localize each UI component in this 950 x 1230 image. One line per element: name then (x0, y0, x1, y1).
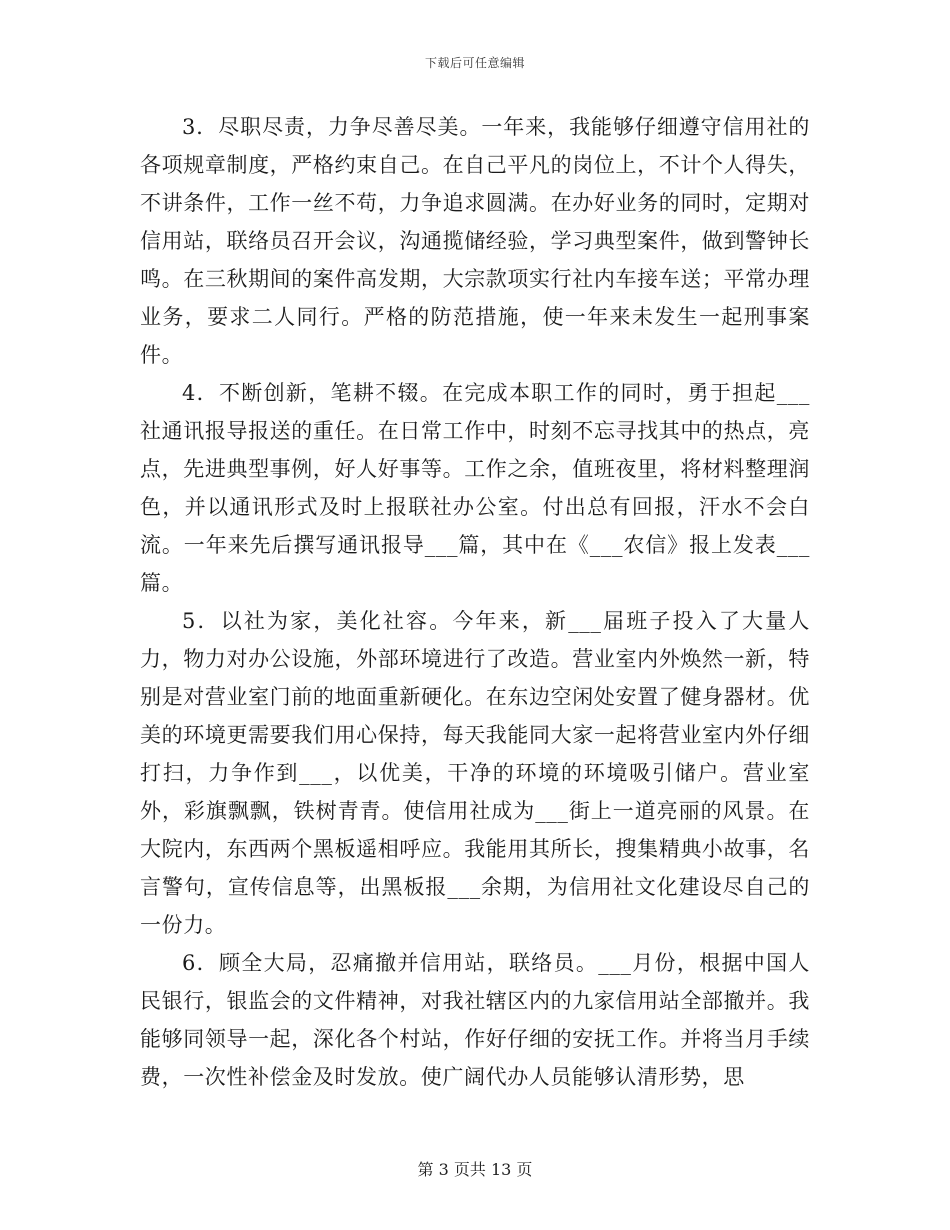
paragraph-4: 4．不断创新，笔耕不辍。在完成本职工作的同时，勇于担起___社通讯报导报送的重任。在日常工作中，时刻不忘寻找其中的热点，亮点，先进典型事例，好人好事等。工作之余，值班夜里，将材料整理润色，并以通讯形式及时上报联社办公室。付出总有回报，汗水不会白流。一年来先后撰写通讯报导___篇，其中在《___农信》报上发表___篇。 (140, 381, 810, 595)
header-note: 下载后可任意编辑 (424, 56, 525, 70)
page-indicator: 第 3 页共 13 页 (417, 1160, 533, 1179)
paragraph-6: 6．顾全大局，忍痛撤并信用站，联络员。___月份，根据中国人民银行，银监会的文件精神，对我社辖区内的九家信用站全部撤并。我能够同领导一起，深化各个村站，作好仔细的安抚工作。并将当月手续费，一次性补偿金及时发放。使广阔代办人员能够认清形势，思 (140, 951, 810, 1089)
paragraph-5: 5．以社为家，美化社容。今年来，新___届班子投入了大量人力，物力对办公设施，外部环境进行了改造。营业室内外焕然一新，特别是对营业室门前的地面重新硬化。在东边空闲处安置了健身器材。优美的环境更需要我们用心保持，每天我能同大家一起将营业室内外仔细打扫，力争作到___，以优美，干净的环境的环境吸引储户。营业室外，彩旗飘飘，铁树青青。使信用社成为___街上一道亮丽的风景。在大院内，东西两个黑板遥相呼应。我能用其所长，搜集精典小故事，名言警句，宣传信息等，出黑板报___余期，为信用社文化建设尽自己的一份力。 (140, 609, 810, 937)
document-body (140, 108, 810, 1096)
paragraph-3: 3．尽职尽责，力争尽善尽美。一年来，我能够仔细遵守信用社的各项规章制度，严格约束自己。在自己平凡的岗位上，不计个人得失，不讲条件，工作一丝不苟，力争追求圆满。在办好业务的同时，定期对信用站，联络员召开会议，沟通揽储经验，学习典型案件，做到警钟长鸣。在三秋期间的案件高发期，大宗款项实行社内车接车送；平常办理业务，要求二人同行。严格的防范措施，使一年来未发生一起刑事案件。 (140, 115, 810, 367)
